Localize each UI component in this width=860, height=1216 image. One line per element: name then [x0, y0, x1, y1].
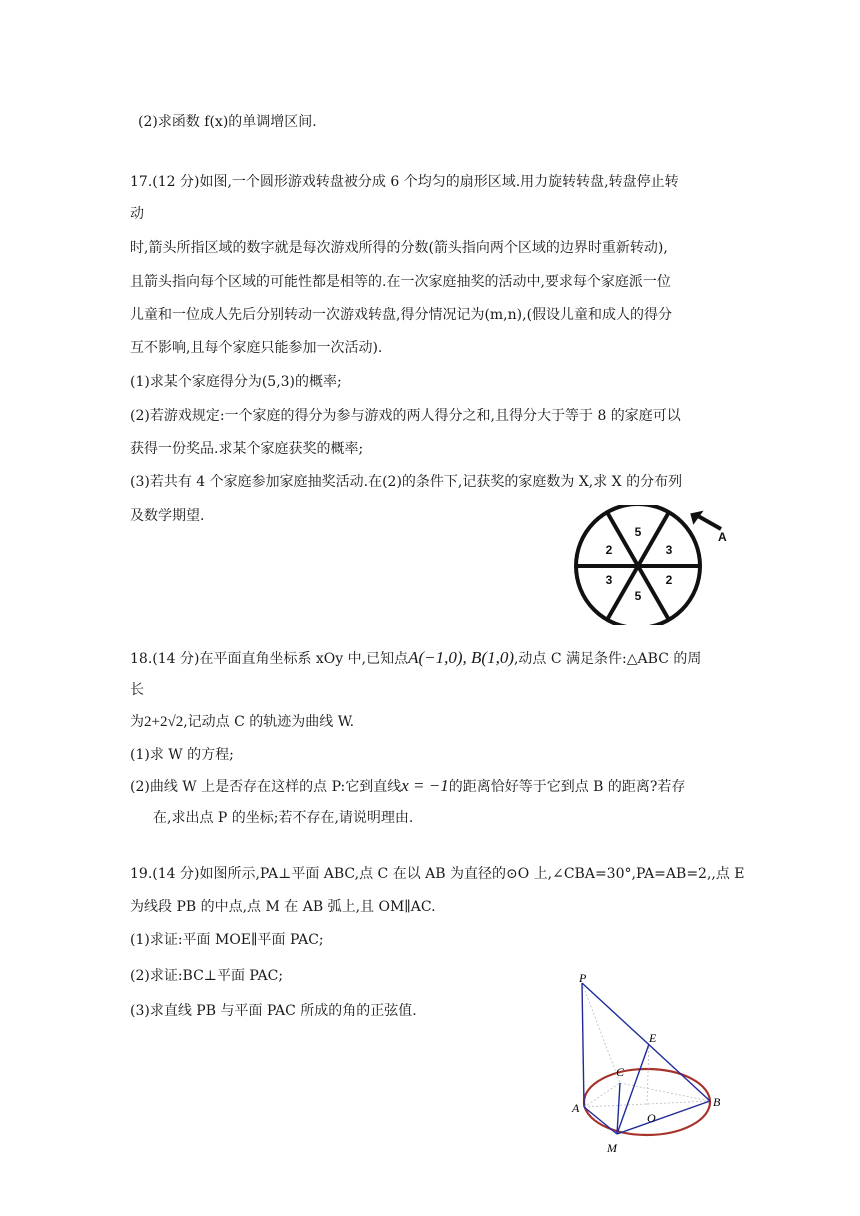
q18-line1-post: ,动点 C 满足条件:△ABC 的周: [513, 651, 702, 667]
circle-o-ellipse: [584, 1069, 710, 1135]
geometry-figure: [565, 970, 725, 1160]
q16-part2: (2)求函数 f(x)的单调增区间.: [138, 114, 317, 130]
q19-line1: 19.(14 分)如图所示,PA⊥平面 ABC,点 C 在以 AB 为直径的⊙O 上,∠CBA=30°,PA=AB=2,,点 E: [130, 866, 745, 882]
sector-label: 5: [634, 589, 642, 603]
q18-line-formula: x = −1: [401, 776, 449, 795]
sector-label: 3: [605, 573, 613, 587]
q17-line2: 时,箭头所指区域的数字就是每次游戏所得的分数(箭头指向两个区域的边界时重新转动),: [130, 240, 668, 256]
q18-line2-pre: 为: [130, 714, 144, 730]
point-label-p: P: [579, 971, 587, 985]
q18-part1: (1)求 W 的方程;: [130, 747, 234, 763]
sector-label: 3: [665, 543, 673, 557]
point-label-c: C: [616, 1065, 625, 1079]
arrow-icon: [689, 510, 721, 529]
q17-part2b: 获得一份奖品.求某个家庭获奖的概率;: [130, 441, 364, 457]
q17-line4: 儿童和一位成人先后分别转动一次游戏转盘,得分情况记为(m,n),(假设儿童和成人的得分: [130, 307, 673, 323]
sector-label: 2: [665, 573, 673, 587]
q18-part2-pre: (2)曲线 W 上是否存在这样的点 P:它到直线: [130, 779, 402, 795]
sector-label: 2: [605, 543, 613, 557]
sector-label: 5: [634, 525, 642, 539]
spinner-wheel-figure: [570, 505, 730, 625]
q17-part3a: (3)若共有 4 个家庭参加家庭抽奖活动.在(2)的条件下,记获奖的家庭数为 X,求 X 的分布列: [130, 474, 683, 490]
q17-line1: 17.(12 分)如图,一个圆形游戏转盘被分成 6 个均匀的扇形区域.用力旋转转盘,转盘停止转: [130, 174, 679, 190]
arrow-label: A: [718, 530, 727, 544]
point-label-e: E: [649, 1031, 657, 1045]
q18-part2: [130, 776, 685, 797]
point-label-a: A: [572, 1101, 580, 1115]
q18-line2: [130, 712, 354, 732]
point-label-m: M: [607, 1141, 617, 1155]
q19-line2: 为线段 PB 的中点,点 M 在 AB 弧上,且 OM∥AC.: [130, 899, 436, 915]
q18-part2-post: 的距离恰好等于它到点 B 的距离?若存: [448, 779, 686, 795]
q17-part2a: (2)若游戏规定:一个家庭的得分为参与游戏的两人得分之和,且得分大于等于 8 的家庭可以: [130, 408, 681, 424]
q18-part2b: 在,求出点 P 的坐标;若不存在,请说明理由.: [153, 810, 414, 826]
q18-line2-post: ,记动点 C 的轨迹为曲线 W.: [183, 714, 355, 730]
q17-line5: 互不影响,且每个家庭只能参加一次活动).: [130, 340, 383, 356]
q19-part1: (1)求证:平面 MOE∥平面 PAC;: [130, 932, 324, 948]
q18-line1b: 长: [130, 682, 144, 698]
point-label-o: O: [647, 1111, 656, 1125]
q17-line1b: 动: [130, 206, 144, 222]
q19-part2: (2)求证:BC⊥平面 PAC;: [130, 968, 284, 984]
q18-perimeter-formula: 2+2√2: [144, 714, 184, 730]
q19-part3: (3)求直线 PB 与平面 PAC 所成的角的正弦值.: [130, 1003, 417, 1019]
q17-line3: 且箭头指向每个区域的可能性都是相等的.在一次家庭抽奖的活动中,要求每个家庭派一位: [130, 274, 671, 290]
q18-points-formula: A(−1,0), B(1,0): [408, 648, 514, 667]
point-label-b: B: [713, 1095, 721, 1109]
q18-line1-pre: 18.(14 分)在平面直角坐标系 xOy 中,已知点: [130, 651, 409, 667]
q18-line1: [130, 648, 701, 669]
visible-edges: [582, 983, 710, 1134]
q17-part3b: 及数学期望.: [130, 508, 205, 524]
q17-part1: (1)求某个家庭得分为(5,3)的概率;: [130, 374, 342, 390]
